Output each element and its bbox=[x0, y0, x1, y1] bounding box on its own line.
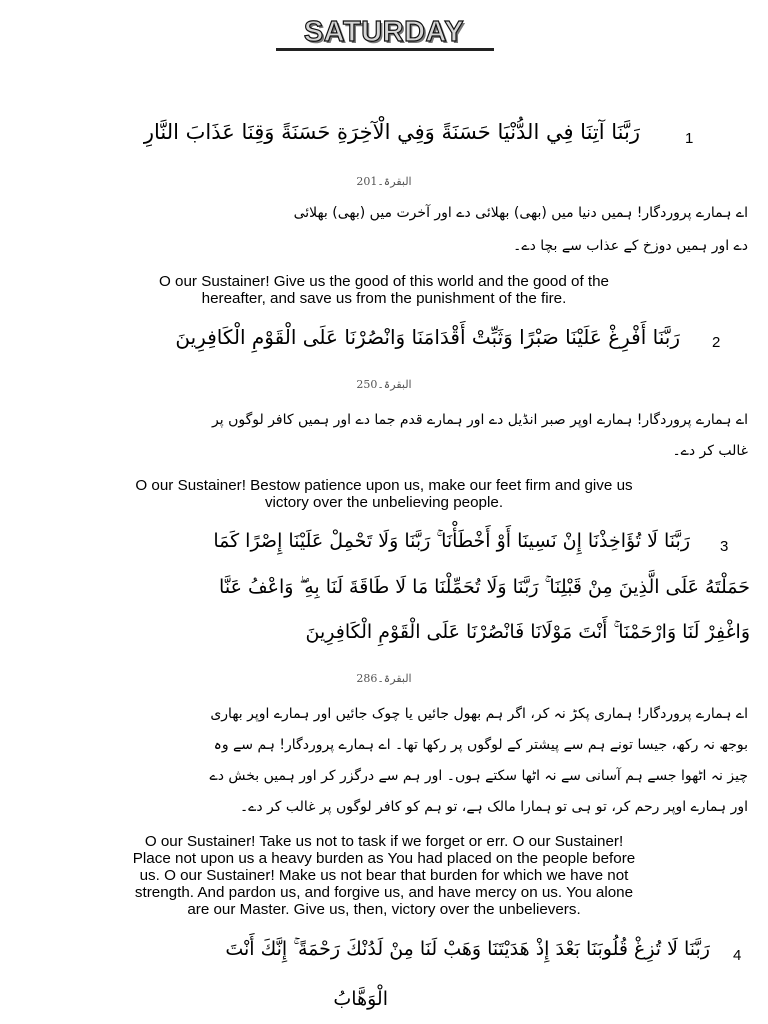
verse-reference: البقرۃ۔286 bbox=[356, 672, 412, 685]
dua-number: 4 bbox=[733, 947, 742, 964]
english-translation-line: hereafter, and save us from the punishment of the fire. bbox=[201, 290, 567, 307]
english-translation-line: O our Sustainer! Take us not to task if we forget or err. O our Sustainer! bbox=[144, 833, 624, 850]
urdu-translation-line: اور ہمارے اوپر رحم کر، تو ہی تو ہمارا مالک ہے، تو ہم کو کافر لوگوں پر غالب کر دے۔ bbox=[239, 799, 748, 815]
arabic-verse: رَبَّنَا آتِنَا فِي الدُّنْيَا حَسَنَةً وَفِي الْآخِرَةِ حَسَنَةً وَقِنَا عَذَابَ النَّارِ bbox=[143, 120, 640, 144]
title-underline bbox=[276, 48, 494, 51]
urdu-translation-line: بوجھ نہ رکھ، جیسا تونے ہم سے پیشتر کے لوگوں پر رکھا تھا۔ اے ہمارے پروردگار! ہم سے وہ bbox=[213, 737, 748, 753]
dua-number: 2 bbox=[712, 334, 721, 351]
english-translation-line: Place not upon us a heavy burden as You had placed on the people before bbox=[132, 850, 636, 867]
arabic-verse: رَبَّنَا أَفْرِغْ عَلَيْنَا صَبْرًا وَثَبِّتْ أَقْدَامَنَا وَانْصُرْنَا عَلَى الْقَوْمِ الْكَافِرِينَ bbox=[175, 325, 680, 349]
urdu-translation-line: چیز نہ اٹھوا جسے ہم آسانی سے نہ اٹھا سکتے ہوں۔ اور ہم سے درگزر کر اور ہمیں بخش دے bbox=[209, 768, 748, 784]
urdu-translation-line: اے ہمارے پروردگار! ہماری پکڑ نہ کر، اگر ہم بھول جائیں یا چوک جائیں اور ہمارے اوپر بھاری bbox=[210, 706, 748, 722]
english-translation-line: are our Master. Give us, then, victory over the unbelievers. bbox=[187, 901, 581, 918]
urdu-translation-line: غالب کر دے۔ bbox=[672, 443, 748, 459]
urdu-translation-line: اے ہمارے پروردگار! ہمیں دنیا میں (بھی) بھلائی دے اور آخرت میں (بھی) بھلائی bbox=[293, 205, 748, 221]
english-translation-line: O our Sustainer! Give us the good of this world and the good of the bbox=[159, 273, 609, 290]
arabic-verse: حَمَلْتَهُ عَلَى الَّذِينَ مِنْ قَبْلِنَا ۚ رَبَّنَا وَلَا تُحَمِّلْنَا مَا لَا طَاقَةَ لَنَا بِهِ ۖ وَاعْفُ عَنَّا bbox=[219, 576, 750, 598]
arabic-verse: رَبَّنَا لَا تُزِغْ قُلُوبَنَا بَعْدَ إِذْ هَدَيْتَنَا وَهَبْ لَنَا مِنْ لَدُنْكَ رَحْمَةً ۚ إِنَّكَ أَنْتَ bbox=[225, 938, 710, 960]
dua-number: 1 bbox=[685, 130, 694, 147]
urdu-translation-line: اے ہمارے پروردگار! ہمارے اوپر صبر انڈیل دے اور ہمارے قدم جما دے اور ہمیں کافر لوگوں پر bbox=[212, 412, 748, 428]
arabic-verse: الْوَهَّابُ bbox=[333, 988, 388, 1010]
arabic-verse: وَاغْفِرْ لَنَا وَارْحَمْنَا ۚ أَنْتَ مَوْلَانَا فَانْصُرْنَا عَلَى الْقَوْمِ الْكَافِرِينَ bbox=[305, 621, 750, 643]
page-title: SATURDAY bbox=[303, 16, 465, 48]
english-translation-line: O our Sustainer! Bestow patience upon us, make our feet firm and give us bbox=[135, 477, 633, 494]
verse-reference: البقرۃ۔250 bbox=[356, 378, 412, 391]
arabic-verse: رَبَّنَا لَا تُؤَاخِذْنَا إِنْ نَسِينَا أَوْ أَخْطَأْنَا ۚ رَبَّنَا وَلَا تَحْمِلْ عَلَيْنَا إِصْرًا كَمَا bbox=[213, 530, 690, 552]
urdu-translation-line: دے اور ہمیں دوزخ کے عذاب سے بچا دے۔ bbox=[513, 238, 748, 254]
verse-reference: البقرۃ۔201 bbox=[356, 175, 412, 188]
english-translation-line: us. O our Sustainer! Make us not bear that burden for which we have not bbox=[139, 867, 629, 884]
english-translation-line: strength. And pardon us, and forgive us, and have mercy on us. You alone bbox=[134, 884, 634, 901]
english-translation-line: victory over the unbelieving people. bbox=[264, 494, 504, 511]
dua-number: 3 bbox=[720, 538, 729, 555]
